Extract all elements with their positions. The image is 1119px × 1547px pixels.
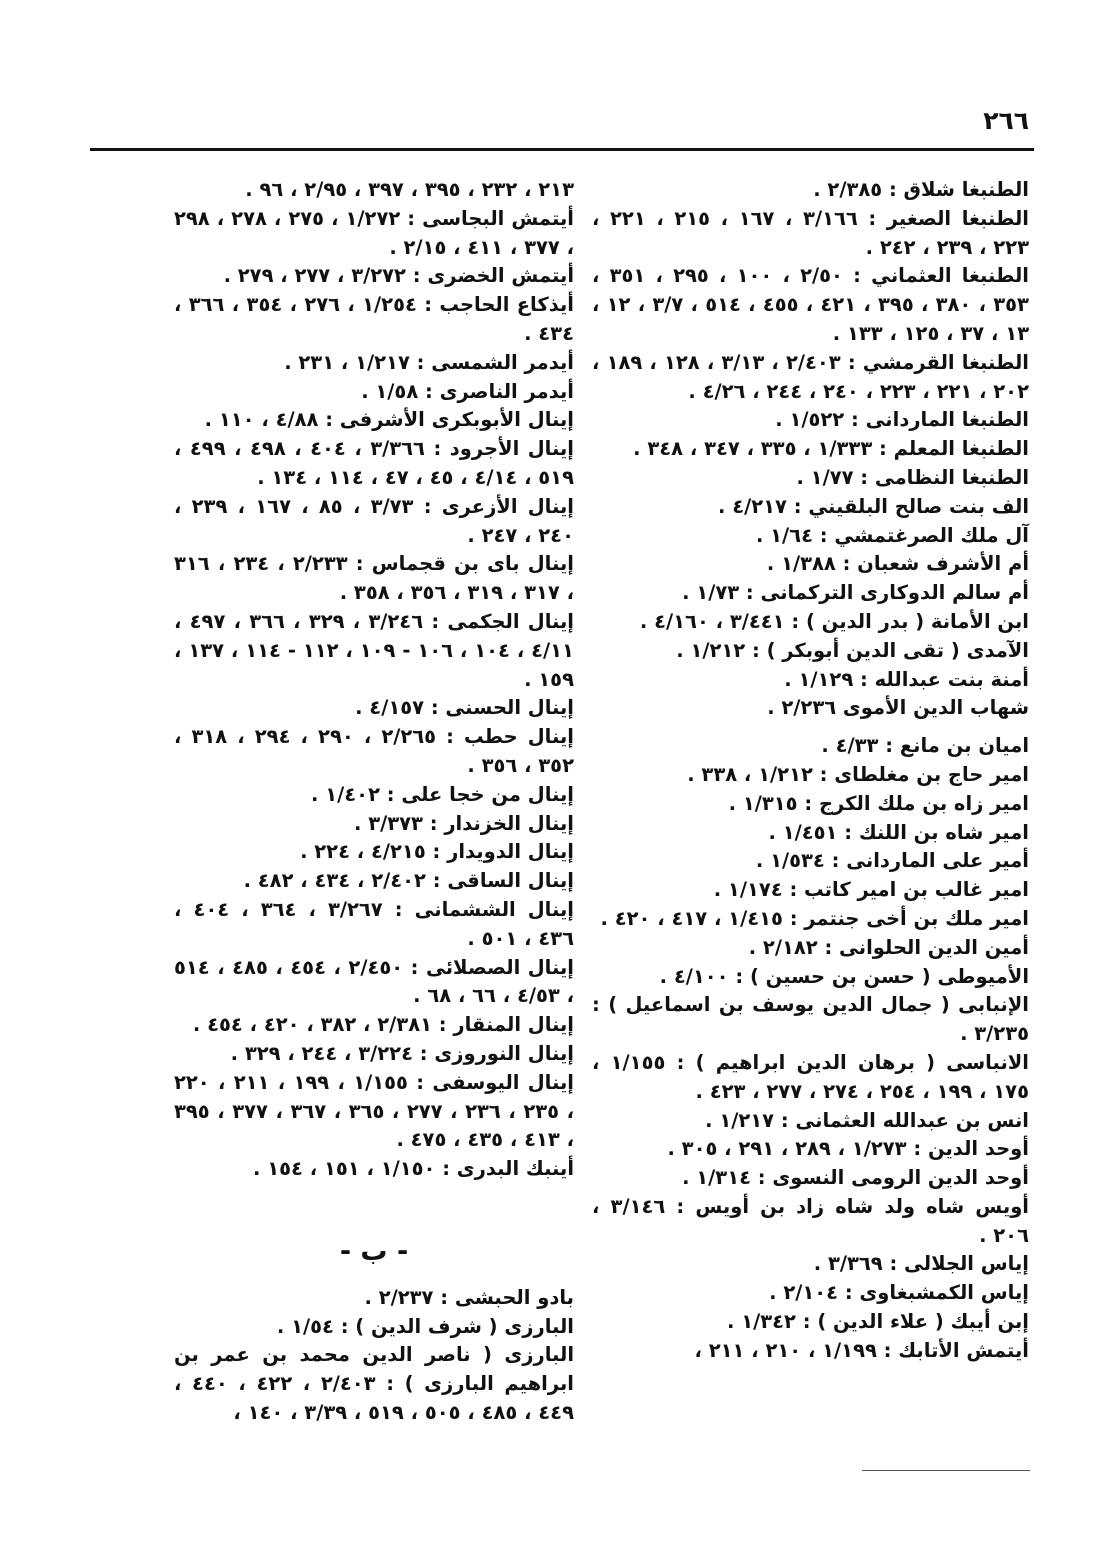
index-entry: أيدمر الناصرى : ١/٥٨ . — [361, 379, 574, 403]
index-entry: إينال الحسنى : ٤/١٥٧ . — [355, 696, 574, 720]
index-entry: أوحد الدين الرومى النسوى : ١/٣١٤ . — [682, 1166, 1029, 1190]
index-entry: أم الأشرف شعبان : ١/٣٨٨ . — [766, 552, 1029, 576]
index-entry: امير زاه بن ملك الكرج : ١/٣١٥ . — [728, 791, 1029, 815]
index-entry: أيدمر الشمسى : ١/٢١٧ ، ٢٣١ . — [284, 350, 574, 374]
index-entry: أمنة بنت عبدالله : ١/١٢٩ . — [784, 667, 1029, 691]
index-entry: الطنبغا الماردانى : ١/٥٢٢ . — [775, 408, 1029, 432]
footer-rule — [862, 1470, 1030, 1471]
page-number: ٢٦٦ — [983, 106, 1029, 135]
index-entry: شهاب الدين الأموى ٢/٢٣٦ . — [767, 696, 1029, 720]
index-entry: إينال الأجرود : ٣/٣٦٦ ، ٤٠٤ ، ٤٩٨ ، ٤٩٩ ، ٥١٩ ، ٤/١٤ ، ٤٥ ، ٤٧ ، ١١٤ ، ١٣٤ . — [174, 437, 574, 489]
index-entry: أويس شاه ولد شاه زاد بن أويس : ٣/١٤٦ ، ٢٠٦ . — [592, 1194, 1029, 1247]
index-entry: أيتمش الأتابك : ١/١٩٩ ، ٢١٠ ، ٢١١ ، — [694, 1338, 1029, 1362]
index-entry: الطنبغا المعلم : ١/٣٣٣ ، ٣٣٥ ، ٣٤٧ ، ٣٤٨ . — [633, 437, 1029, 461]
index-entry: أمين الدين الحلوانى : ٢/١٨٢ . — [748, 935, 1029, 959]
index-entry: ابن الأمانة ( بدر الدين ) : ٣/٤٤١ ، ٤/١٦٠ . — [639, 609, 1029, 633]
index-entry: إينال الساقى : ٢/٤٠٢ ، ٤٣٤ ، ٤٨٢ . — [243, 869, 574, 893]
index-entry: امير حاج بن مغلطاى : ١/٢١٢ ، ٣٣٨ . — [687, 762, 1029, 786]
index-entry: إينال من خجا على : ١/٤٠٢ . — [311, 782, 574, 806]
index-entry: أوحد الدين : ١/٢٧٣ ، ٢٨٩ ، ٢٩١ ، ٣٠٥ . — [667, 1137, 1029, 1161]
index-column-right — [592, 176, 1029, 1366]
index-entry: الطنبغا العثماني : ٢/٥٠ ، ١٠٠ ، ٢٩٥ ، ٣٥١ ، ٣٥٣ ، ٣٨٠ ، ٣٩٥ ، ٤٢١ ، ٤٥٥ ، ٥١٤ ، ٣/٧ ، ١٢ ، ١٣ ، ٣٧ ، ١٢٥ ، ١٣٣ . — [592, 264, 1029, 345]
index-entry: أمير على الماردانى : ١/٥٣٤ . — [755, 849, 1029, 873]
index-entry: الطنبغا الصغير : ٣/١٦٦ ، ١٦٧ ، ٢١٥ ، ٢٢١ ، ٢٢٣ ، ٢٣٩ ، ٢٤٢ . — [592, 206, 1029, 259]
index-entry: إينال الأزعرى : ٣/٧٣ ، ٨٥ ، ١٦٧ ، ٢٣٩ ، ٢٤٠ ، ٢٤٧ . — [174, 494, 574, 547]
index-entry: انس بن عبدالله العثمانى : ١/٢١٧ . — [705, 1108, 1029, 1132]
index-entry: إينال المنقار : ٢/٣٨١ ، ٣٨٢ ، ٤٢٠ ، ٤٥٤ . — [192, 1013, 574, 1037]
index-entries-alif — [174, 176, 574, 1184]
index-entry: أيذكاع الحاجب : ١/٢٥٤ ، ٢٧٦ ، ٣٥٤ ، ٣٦٦ ، ٤٣٤ . — [174, 293, 574, 345]
index-entry: الطنبغا النظامى : ١/٧٧ . — [796, 465, 1029, 489]
index-entry: أم سالم الدوكارى التركمانى : ١/٧٣ . — [682, 581, 1029, 605]
index-entry: إياس الكمشبغاوى : ٢/١٠٤ . — [769, 1281, 1029, 1305]
index-entry: إينال حطب : ٢/٢٦٥ ، ٢٩٠ ، ٢٩٤ ، ٣١٨ ، ٣٥٢ ، ٣٥٦ . — [174, 725, 574, 777]
index-entry: إينال الأبوبكرى الأشرفى : ٤/٨٨ ، ١١٠ . — [204, 408, 574, 432]
index-entry: امير ملك بن أخى جنتمر : ١/٤١٥ ، ٤١٧ ، ٤٢٠ . — [600, 906, 1029, 930]
index-entry: ٢١٣ ، ٢٣٢ ، ٣٩٥ ، ٣٩٧ ، ٢/٩٥ ، ٩٦ . — [245, 178, 574, 201]
index-entry: إينال الخزندار : ٣/٣٧٣ . — [354, 811, 574, 835]
index-entry: اميان بن مانع : ٤/٣٣ . — [821, 734, 1029, 758]
index-entry: إينال النوروزى : ٣/٢٢٤ ، ٢٤٤ ، ٣٢٩ . — [230, 1041, 574, 1065]
index-entries-ba — [174, 1284, 574, 1428]
index-entry: إينال الجكمى : ٣/٢٤٦ ، ٣٢٩ ، ٣٦٦ ، ٤٩٧ ، ٤/١١ ، ١٠٤ ، ١٠٦ - ١٠٩ ، ١١٢ - ١١٤ ، ١٣٧ ، ١٥٩ . — [174, 609, 574, 691]
header-rule — [90, 148, 1034, 151]
index-entry: إينال الششمانى : ٣/٢٦٧ ، ٣٦٤ ، ٤٠٤ ، ٤٣٦ ، ٥٠١ . — [174, 897, 574, 950]
index-entry: البارزى ( ناصر الدين محمد بن عمر بن ابراهيم البارزى ) : ٢/٤٠٣ ، ٤٢٢ ، ٤٤٠ ، ٤٤٩ ، ٤٨٥ ، ٥٠٥ ، ٥١٩ ، ٣/٣٩ ، ١٤٠ ، — [174, 1343, 574, 1425]
index-entry: إياس الجلالى : ٣/٣٦٩ . — [813, 1252, 1029, 1276]
index-entry: الف بنت صالح البلقيني : ٤/٢١٧ . — [718, 494, 1029, 518]
index-entry: امير شاه بن اللنك : ١/٤٥١ . — [768, 820, 1029, 844]
index-column-left — [174, 176, 574, 1428]
index-entry: الإنبابى ( جمال الدين يوسف بن اسماعيل ) : ٣/٢٣٥ . — [592, 993, 1029, 1046]
index-entry: البارزى ( شرف الدين ) : ١/٥٤ . — [276, 1314, 574, 1338]
index-entry: إينال الصصلائى : ٢/٤٥٠ ، ٤٥٤ ، ٤٨٥ ، ٥١٤ ، ٤/٥٣ ، ٦٦ ، ٦٨ . — [174, 955, 574, 1008]
index-entry: آل ملك الصرغتمشي : ١/٦٤ . — [755, 523, 1029, 547]
index-entry: إينال الدويدار : ٤/٢١٥ ، ٢٢٤ . — [300, 840, 574, 864]
section-letter-ba: - ب - — [339, 1235, 409, 1267]
index-entry: بادو الحبشى : ٢/٢٣٧ . — [364, 1285, 574, 1309]
index-entry: أيتمش الخضرى : ٣/٢٧٢ ، ٢٧٧ ، ٢٧٩ . — [223, 264, 574, 288]
index-entry: إبن أيبك ( علاء الدين ) : ١/٣٤٢ . — [727, 1310, 1029, 1334]
index-entry: أيتمش البجاسى : ١/٢٧٢ ، ٢٧٥ ، ٢٧٨ ، ٢٩٨ ، ٣٧٧ ، ٤١١ ، ٢/١٥ . — [174, 206, 574, 259]
index-entry: الطنبغا شلاق : ٢/٣٨٥ . — [813, 178, 1029, 201]
index-entry: الطنبغا القرمشي : ٢/٤٠٣ ، ٣/١٣ ، ١٢٨ ، ١٨٩ ، ٢٠٢ ، ٢٢١ ، ٢٢٣ ، ٢٤٠ ، ٢٤٤ ، ٤/٢٦ . — [592, 350, 1029, 403]
index-entry: أينبك البدرى : ١/١٥٠ ، ١٥١ ، ١٥٤ . — [253, 1157, 574, 1181]
index-entry: الآمدى ( تقى الدين أبوبكر ) : ١/٢١٢ . — [676, 638, 1029, 662]
index-entry: امير غالب بن امير كاتب : ١/١٧٤ . — [713, 878, 1029, 902]
index-entry: الأميوطى ( حسن بن حسين ) : ٤/١٠٠ . — [659, 964, 1029, 988]
index-entry: إينال اليوسفى : ١/١٥٥ ، ١٩٩ ، ٢١١ ، ٢٢٠ ، ٢٣٥ ، ٢٣٦ ، ٢٧٧ ، ٣٦٥ ، ٣٦٧ ، ٣٧٧ ، ٣٩٥ ، ٤١٣ ، ٤٣٥ ، ٤٧٥ . — [174, 1070, 574, 1152]
index-entry: الانباسى ( برهان الدين ابراهيم ) : ١/١٥٥ ، ١٧٥ ، ١٩٩ ، ٢٥٤ ، ٢٧٤ ، ٢٧٧ ، ٤٢٣ . — [592, 1050, 1029, 1103]
index-entry: إينال باى بن قجماس : ٢/٢٣٣ ، ٢٣٤ ، ٣١٦ ، ٣١٧ ، ٣١٩ ، ٣٥٦ ، ٣٥٨ . — [174, 552, 574, 605]
